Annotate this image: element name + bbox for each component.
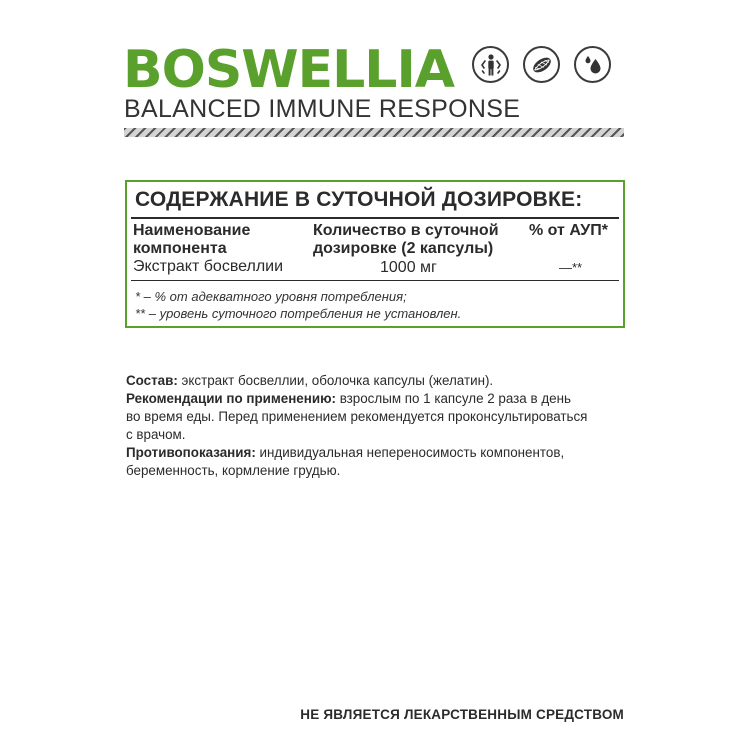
- footnote-2: ** – уровень суточного потребления не установлен.: [135, 306, 462, 321]
- product-title: BOSWELLIA: [123, 40, 455, 100]
- panel-title: СОДЕРЖАНИЕ В СУТОЧНОЙ ДОЗИРОВКЕ:: [135, 188, 583, 211]
- row-component: Экстракт босвеллии: [133, 258, 284, 275]
- dosage-panel: [125, 180, 625, 328]
- row-amount: 1000 мг: [380, 259, 437, 276]
- human-body-icon: [472, 46, 509, 83]
- composition-label: Состав:: [126, 373, 178, 388]
- column-header-amount: [313, 222, 499, 258]
- usage-text-1: взрослым по 1 капсуле 2 раза в день: [335, 391, 571, 406]
- column-header-component: [133, 222, 250, 258]
- usage-line-2: во время еды. Перед применением рекомендуется проконсультироваться: [126, 409, 588, 424]
- contra-line-1: [126, 444, 626, 462]
- panel-title-rule: [131, 217, 619, 219]
- column-header-amount-line2: дозировке (2 капсулы): [313, 240, 494, 257]
- product-info: [126, 372, 626, 480]
- contra-label: Противопоказания:: [126, 445, 256, 460]
- usage-label: Рекомендации по применению:: [126, 391, 336, 406]
- footnote-1: * – % от адекватного уровня потребления;: [135, 289, 407, 304]
- row-percent: —**: [559, 260, 583, 275]
- column-header-percent: % от АУП*: [529, 222, 608, 239]
- table-bottom-rule: [131, 280, 619, 281]
- contra-text-1: индивидуальная непереносимость компонентов,: [255, 445, 565, 460]
- composition-text: экстракт босвеллии, оболочка капсулы (желатин).: [177, 373, 494, 388]
- droplets-icon: [574, 46, 611, 83]
- feature-icons: [472, 46, 611, 83]
- grain-seed-icon: [523, 46, 560, 83]
- contra-line-2: беременность, кормление грудью.: [126, 463, 341, 478]
- disclaimer: НЕ ЯВЛЯЕТСЯ ЛЕКАРСТВЕННЫМ СРЕДСТВОМ: [300, 707, 624, 722]
- usage-line-3: с врачом.: [126, 427, 186, 442]
- composition-line: [126, 372, 626, 390]
- usage-line-1: [126, 390, 626, 408]
- column-header-component-line1: Наименование: [133, 222, 251, 239]
- column-header-component-line2: компонента: [133, 240, 227, 257]
- hatched-divider: [124, 128, 624, 137]
- column-header-amount-line1: Количество в суточной: [313, 222, 499, 239]
- product-subtitle: BALANCED IMMUNE RESPONSE: [124, 95, 521, 123]
